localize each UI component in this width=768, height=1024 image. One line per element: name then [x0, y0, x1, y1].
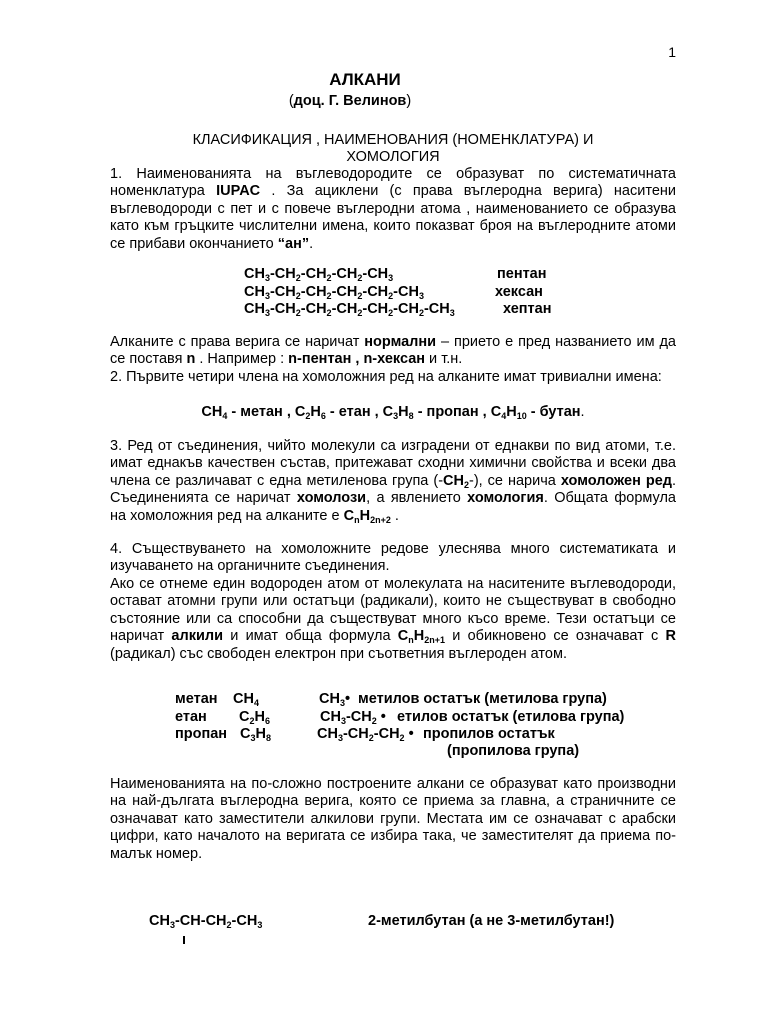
- radical-name-methane: метан: [175, 691, 218, 707]
- radical-formula-propane: $C_3H_8$: [240, 726, 271, 743]
- trivial-names-formulas: $CH_4$ - метан , $C_2H_6$ - етан , $C_3H_8$ - пропан , $C_4H_{10}$ - бутан.: [201, 404, 585, 421]
- radical-formula-methane: $CH_4$: [233, 691, 259, 708]
- radical-desc-ethyl: етилов остатък (етилова група): [397, 709, 625, 725]
- name-heptane: хептан: [503, 301, 552, 317]
- paragraph-alkyls: Ако се отнеме един водороден атом от молекулата на наситените въглеводороди, остават атомни групи или остатъци (радикали), които не съществуват в свободно състояние или са способни да съществуват много късо време. Тези остатъци се наричат алкили и имат обща формула $C_nH_{2n+1}$ и обикновено се означават с R (радикал) със свободен електрон при съответния въглероден атом.: [110, 576, 676, 662]
- name-pentane: пентан: [497, 266, 547, 282]
- radical-methyl: $CH_3•$: [319, 691, 351, 708]
- formula-hexane: $CH_3-CH_2-CH_2-CH_2-CH_2-CH_3$: [244, 284, 424, 301]
- radical-propyl: $CH_3-CH_2-CH_2$ •: [317, 726, 414, 743]
- radical-name-propane: пропан: [175, 726, 228, 742]
- bond-line: [183, 936, 185, 944]
- paragraph-homologous-series: 3. Ред от съединения, чийто молекули са изградени от еднакви по вид атоми, т.е. имат еднакъв качествен състав, притежават сходни химични свойства и всеки два члена се различават с една метиленова група $(-CH_2-)$, се нарича хомоложен ред. Съединенията се наричат хомолози, а явлението хомология. Общата формула на хомоложния ред на алканите е $C_nH_{2n+2}$ .: [110, 438, 676, 525]
- radical-formula-ethane: $C_2H_6$: [239, 709, 270, 726]
- example-formula: $CH_3-CH-CH_2-CH_3$: [149, 913, 263, 930]
- formula-pentane: $CH_3-CH_2-CH_2-CH_2-CH_3$: [244, 266, 394, 283]
- radical-name-ethane: етан: [175, 709, 207, 725]
- radical-desc-propyl: пропилов остатък: [423, 726, 555, 742]
- example-name: 2-метилбутан (а не 3-метилбутан!): [368, 913, 615, 929]
- author-line: (доц. Г. Велинов): [288, 93, 412, 109]
- paragraph-trivial-names: 2. Първите четири члена на хомоложния ред на алканите имат тривиални имена:: [110, 369, 662, 385]
- formula-heptane: $CH_3-CH_2-CH_2-CH_2-CH_2-CH_2-CH_3$: [244, 301, 455, 318]
- paragraph-systematics: 4. Съществуването на хомоложните редове улеснява много систематиката и изучаването на органичните съединения.: [110, 541, 676, 575]
- name-hexane: хексан: [495, 284, 543, 300]
- radical-desc-methyl: метилов остатък (метилова група): [358, 691, 607, 707]
- paragraph-iupac: 1. Наименованията на въглеводородите се образуват по систематичната номенклатура IUPAC . За ациклени (с права въглеродна верига) наситени въглеводороди с пет и с повече въглеродни атома , наименованието се образува като към гръцките числителни имена, които показват броя на въглеродните атоми се прибави окончанието “ан”.: [110, 166, 676, 252]
- section-heading: КЛАСИФИКАЦИЯ , НАИМЕНОВАНИЯ (НОМЕНКЛАТУРА) И ХОМОЛОГИЯ: [192, 132, 594, 166]
- radical-desc-propyl-group: (пропилова група): [447, 743, 580, 759]
- paragraph-normal-alkanes: Алканите с права верига се наричат нормални – прието е пред названието им да се поставя n . Например : n-пентан , n-хексан и т.н.: [110, 334, 676, 368]
- page-number: 1: [668, 44, 676, 60]
- author-name: доц. Г. Велинов: [293, 93, 407, 109]
- paragraph-complex-alkanes: Наименованията на по-сложно построените алкани се образуват като производни на най-дългата въглеродна верига, която се приема за главна, а страничните се означават като заместители алкилови групи. Местата им се означават с арабски цифри, като началото на веригата се избира така, че заместителят да приема по-малък номер.: [110, 776, 676, 862]
- radical-ethyl: $CH_3-CH_2$ •: [320, 709, 386, 726]
- document-title: АЛКАНИ: [329, 70, 401, 89]
